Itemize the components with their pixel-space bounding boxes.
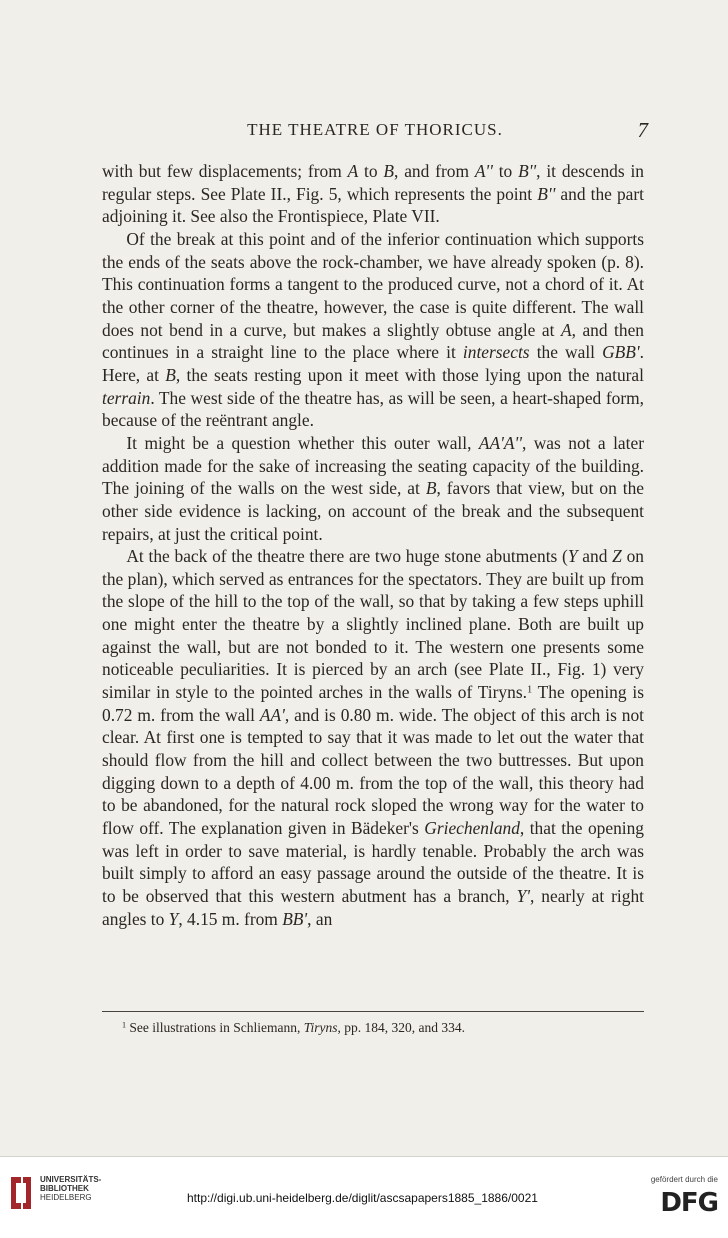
heidelberg-university-library-logo-icon [8,1173,34,1213]
text-run: with but few displacements; from [102,161,348,181]
page-number: 7 [637,118,648,142]
footnote-marker: 1 [526,684,533,696]
running-header [102,120,648,146]
text-run: See illustrations in Schliemann, [126,1020,304,1035]
italic-run: intersects [462,342,530,363]
text-run: , an [307,908,333,929]
italic-run: B'' [518,161,537,181]
italic-run: Y [168,908,179,929]
text-run: to [358,161,384,181]
running-title: THE THEATRE OF THORICUS. [247,120,503,139]
permalink-url[interactable]: http://digi.ub.uni-heidelberg.de/diglit/ascsapapers1885_1886/0021 [187,1191,538,1205]
text-run: At the back of the theatre there are two huge stone abutments ( [126,546,568,567]
dfg-logo-icon: DFG [660,1188,718,1218]
paragraph-2 [102,228,644,432]
italic-run: B [425,478,437,499]
italic-run: A [560,319,572,340]
text-run: . The west side of the theatre has, as will be seen, a heart-shaped form, because of the reëntrant angle. [102,387,644,431]
library-name [40,1175,101,1202]
text-run: , nearly at right angles to [102,886,644,929]
italic-run: BB' [282,908,308,929]
italic-run: AA' [259,704,285,725]
funded-by-label: gefördert durch die [650,1175,718,1184]
library-name-line2: BIBLIOTHEK [40,1184,89,1193]
text-run: , and from [394,161,475,181]
text-run: Of the break at this point and of the inferior continuation which supports the ends of the seats above the rock-chamber, we have already spoken (p. 8). This continuation forms a tangent to the produced curve, not a chord of it. At the other corner of the theatre, however, the case is quite different. The wall does not bend in a curve, but makes a slightly obtuse angle at [102,228,644,340]
text-run: The opening is 0.72 m. from the wall [102,682,644,725]
paragraph-1 [102,160,644,228]
italic-run: GBB' [602,342,640,363]
text-run: , that the opening was left in order to save material, is hardly tenable. Probably the arch was built simply to afford an easy passage around the outside of the theatre. It is to be observed that this western abutment has a branch, [102,818,644,906]
italic-run: terrain [102,387,151,408]
italic-run: B'' [537,183,556,204]
text-run: and [577,546,613,567]
library-name-line3: HEIDELBERG [40,1193,92,1202]
italic-run: Y [567,546,578,567]
text-run: the wall [529,342,603,363]
italic-run: A'' [474,161,493,181]
text-run: , it descends in regular steps. See Plate II., Fig. 5, which represents the point [102,161,644,204]
text-run: on the plan), which served as entrances for the spectators. They are built up from the slope of the hill to the top of the wall, so that by taking a few steps uphill one might enter the theatre by a slightly inclined plane. Both are built up against the wall, but are not bonded to it. The western one presents some noticeable peculiarities. It is pierced by an arch (see Plate II., Fig. 1) very similar in style to the pointed arches in the walls of Tiryns. [102,546,644,703]
italic-run: A [347,161,359,181]
footnote-marker: 1 [122,1020,127,1030]
text-run: , favors that view, but on the other side evidence is lacking, on account of the break and the subsequent repairs, at just the critical point. [102,478,644,544]
italic-run: Y' [516,886,530,906]
italic-run: Z [612,546,622,567]
text-run: , pp. 184, 320, and 334. [337,1020,466,1035]
text-run: , was not a later addition made for the sake of increasing the seating capacity of the building. The joining of the walls on the west side, at [102,432,644,499]
text-run: , the seats resting upon it meet with those lying upon the natural [175,364,644,385]
italic-run: Tiryns [303,1020,338,1035]
body-text [102,160,644,930]
paragraph-3 [102,432,644,545]
footnote [122,1019,642,1037]
text-run: , and is 0.80 m. wide. The object of this arch is not clear. At first one is tempted to say that it was made to let out the water that should flow from the hill and collect between the two buttresses. But upon digging down to a depth of 4.00 m. from the top of the wall, this theory had to be abandoned, for the natural rock sloped the wrong way for the water to flow off. The explanation given in Bädeker's [102,704,644,839]
footnote-divider [102,1011,644,1012]
italic-run: B [165,364,176,385]
library-name-line1: UNIVERSITÄTS- [40,1175,102,1184]
text-run: . Here, at [102,342,645,385]
italic-run: Griechenland [424,818,520,839]
italic-run: B [383,161,395,181]
text-run: , and then continues in a straight line to the place where it [102,319,645,363]
text-run: , 4.15 m. from [178,908,283,929]
paragraph-4 [102,545,644,930]
text-run: to [492,161,519,181]
italic-run: AA'A'' [478,432,522,453]
viewer-footer [0,1156,728,1238]
text-run: It might be a question whether this outer wall, [126,432,479,453]
text-run: and the part adjoining it. See also the Frontispiece, Plate VII. [102,183,645,227]
